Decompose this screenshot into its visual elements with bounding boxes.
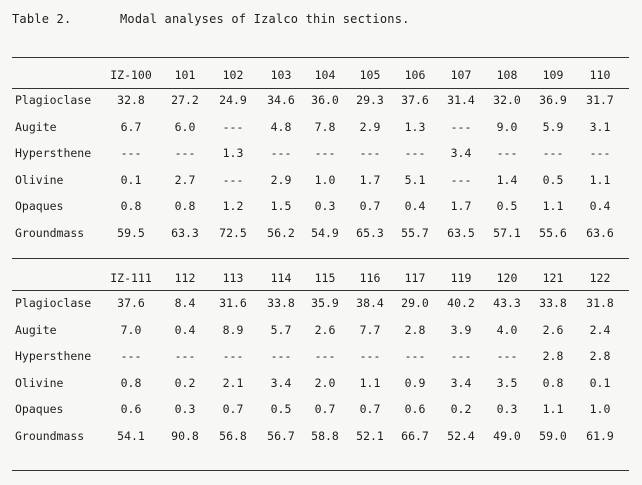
table-cell: 32.0 [493, 93, 521, 107]
table-cell: 2.8 [404, 322, 426, 337]
column-header: 112 [174, 271, 196, 285]
table-cell: --- [120, 349, 142, 363]
table-cell: 34.6 [267, 93, 295, 107]
table-cell: 9.0 [496, 119, 518, 134]
table-cell: 2.4 [589, 322, 611, 337]
table-cell: 7.7 [359, 322, 381, 337]
column-header: 119 [450, 271, 472, 285]
table-caption-title: Modal analyses of Izalco thin sections. [120, 12, 410, 26]
table-cell: 52.4 [447, 428, 475, 443]
table-cell: 90.8 [171, 428, 199, 443]
table-cell: 3.1 [589, 119, 611, 134]
table-cell: 1.0 [589, 402, 611, 416]
table-cell: 54.9 [311, 225, 339, 240]
table-cell: 37.6 [401, 93, 429, 107]
table-cell: 63.6 [586, 225, 614, 240]
table-cell: 2.8 [589, 349, 611, 363]
table-cell: 58.8 [311, 428, 339, 443]
table-cell: 5.7 [270, 322, 292, 337]
table-cell: 0.2 [174, 375, 196, 390]
table-cell: 40.2 [447, 296, 475, 310]
table-cell: 0.7 [314, 402, 336, 416]
table-cell: 0.5 [542, 172, 564, 187]
table-cell: 66.7 [401, 428, 429, 443]
table-2-header-rule [12, 290, 629, 291]
table-cell: 31.8 [586, 296, 614, 310]
table-divider-rule [12, 258, 629, 259]
table-cell: 0.8 [542, 375, 564, 390]
table-cell: 36.0 [311, 93, 339, 107]
table-cell: 43.3 [493, 296, 521, 310]
row-label: Opaques [15, 402, 64, 416]
column-header: 109 [542, 68, 564, 82]
column-header: 103 [270, 68, 292, 82]
table-cell: --- [496, 349, 518, 363]
table-cell: 0.8 [120, 199, 142, 213]
table-cell: 2.9 [270, 172, 292, 187]
table-cell: 1.1 [542, 402, 564, 416]
column-header: 120 [496, 271, 518, 285]
row-label: Groundmass [15, 225, 85, 240]
table-cell: 0.5 [496, 199, 518, 213]
table-cell: 0.8 [174, 199, 196, 213]
column-header: 113 [222, 271, 244, 285]
table-cell: --- [542, 146, 564, 160]
column-header: 101 [174, 68, 196, 82]
table-cell: 0.3 [174, 402, 196, 416]
table-cell: 3.4 [450, 146, 472, 160]
table-cell: 0.8 [120, 375, 142, 390]
table-cell: 35.9 [311, 296, 339, 310]
table-cell: 0.3 [496, 402, 518, 416]
table-cell: 2.1 [222, 375, 244, 390]
table-cell: 0.6 [120, 402, 142, 416]
table-cell: --- [222, 119, 244, 134]
table-cell: 8.9 [222, 322, 244, 337]
table-cell: 31.6 [219, 296, 247, 310]
table-cell: 0.4 [174, 322, 196, 337]
table-cell: 29.3 [356, 93, 384, 107]
table-cell: --- [450, 172, 472, 187]
table-cell: 56.8 [219, 428, 247, 443]
column-header: 104 [314, 68, 336, 82]
table-cell: 31.7 [586, 93, 614, 107]
table-cell: 1.2 [222, 199, 244, 213]
table-cell: 33.8 [539, 296, 567, 310]
table-cell: --- [589, 146, 611, 160]
table-cell: --- [496, 146, 518, 160]
table-cell: 1.1 [359, 375, 381, 390]
table-cell: 1.3 [222, 146, 244, 160]
table-cell: 32.8 [117, 93, 145, 107]
table-cell: 1.5 [270, 199, 292, 213]
table-cell: 0.5 [270, 402, 292, 416]
table-cell: 2.6 [542, 322, 564, 337]
table-cell: 72.5 [219, 225, 247, 240]
table-cell: 1.1 [589, 172, 611, 187]
table-cell: --- [314, 349, 336, 363]
table-cell: 33.8 [267, 296, 295, 310]
table-cell: 0.4 [404, 199, 426, 213]
row-label: Plagioclase [15, 296, 92, 310]
table-cell: --- [270, 146, 292, 160]
table-cell: 2.8 [542, 349, 564, 363]
table-cell: 1.7 [450, 199, 472, 213]
table-cell: 5.1 [404, 172, 426, 187]
table-cell: 57.1 [493, 225, 521, 240]
table-cell: 1.4 [496, 172, 518, 187]
table-cell: 5.9 [542, 119, 564, 134]
table-cell: 8.4 [174, 296, 196, 310]
table-cell: 55.7 [401, 225, 429, 240]
table-cell: 38.4 [356, 296, 384, 310]
table-cell: 1.0 [314, 172, 336, 187]
table-cell: 0.2 [450, 402, 472, 416]
column-header: 102 [222, 68, 244, 82]
table-cell: 2.7 [174, 172, 196, 187]
table-cell: 59.0 [539, 428, 567, 443]
column-header: 116 [359, 271, 381, 285]
row-label: Hypersthene [15, 146, 92, 160]
table-cell: 0.1 [120, 172, 142, 187]
table-cell: 3.5 [496, 375, 518, 390]
table-cell: --- [450, 349, 472, 363]
table-caption-label: Table 2. [12, 12, 72, 26]
row-label: Opaques [15, 199, 64, 213]
column-header: 115 [314, 271, 336, 285]
table-cell: 1.1 [542, 199, 564, 213]
table-cell: 0.7 [359, 199, 381, 213]
table-cell: 65.3 [356, 225, 384, 240]
column-header: 121 [542, 271, 564, 285]
table-cell: 2.0 [314, 375, 336, 390]
column-header: 110 [589, 68, 611, 82]
table-cell: 0.9 [404, 375, 426, 390]
table-cell: 55.6 [539, 225, 567, 240]
table-cell: --- [270, 349, 292, 363]
table-cell: 1.3 [404, 119, 426, 134]
table-cell: --- [174, 349, 196, 363]
row-label: Olivine [15, 172, 64, 187]
table-cell: 61.9 [586, 428, 614, 443]
row-label: Hypersthene [15, 349, 92, 363]
table-cell: 0.7 [359, 402, 381, 416]
table-cell: --- [222, 349, 244, 363]
table-cell: 7.0 [120, 322, 142, 337]
table-cell: 0.7 [222, 402, 244, 416]
row-label: Augite [15, 119, 57, 134]
table-cell: 2.9 [359, 119, 381, 134]
table-cell: 63.3 [171, 225, 199, 240]
table-cell: 29.0 [401, 296, 429, 310]
row-label: Augite [15, 322, 57, 337]
table-cell: 63.5 [447, 225, 475, 240]
column-header: 107 [450, 68, 472, 82]
table-bottom-rule [12, 470, 629, 471]
table-cell: 3.9 [450, 322, 472, 337]
table-cell: 59.5 [117, 225, 145, 240]
table-cell: 0.6 [404, 402, 426, 416]
table-cell: 24.9 [219, 93, 247, 107]
table-cell: 4.8 [270, 119, 292, 134]
table-cell: 52.1 [356, 428, 384, 443]
table-cell: 6.0 [174, 119, 196, 134]
table-cell: 54.1 [117, 428, 145, 443]
table-cell: 0.1 [589, 375, 611, 390]
row-label: Groundmass [15, 428, 85, 443]
table-cell: 7.8 [314, 119, 336, 134]
table-cell: 27.2 [171, 93, 199, 107]
column-header: 106 [404, 68, 426, 82]
table-cell: 3.4 [270, 375, 292, 390]
table-cell: --- [174, 146, 196, 160]
table-cell: 4.0 [496, 322, 518, 337]
table-cell: 3.4 [450, 375, 472, 390]
table-cell: --- [450, 119, 472, 134]
table-cell: --- [359, 349, 381, 363]
row-label: Plagioclase [15, 93, 92, 107]
table-cell: 49.0 [493, 428, 521, 443]
table-cell: 31.4 [447, 93, 475, 107]
table-cell: 56.2 [267, 225, 295, 240]
table-cell: 56.7 [267, 428, 295, 443]
column-header: IZ-100 [110, 68, 152, 82]
column-header: 105 [359, 68, 381, 82]
table-cell: --- [222, 172, 244, 187]
table-cell: 2.6 [314, 322, 336, 337]
table-cell: 0.3 [314, 199, 336, 213]
table-cell: 36.9 [539, 93, 567, 107]
table-cell: 0.4 [589, 199, 611, 213]
table-cell: --- [314, 146, 336, 160]
table-top-rule [12, 57, 629, 58]
table-cell: 6.7 [120, 119, 142, 134]
table-cell: --- [404, 349, 426, 363]
table-cell: --- [359, 146, 381, 160]
table-cell: --- [120, 146, 142, 160]
column-header: IZ-111 [110, 271, 152, 285]
table-cell: 1.7 [359, 172, 381, 187]
table-cell: --- [404, 146, 426, 160]
table-cell: 37.6 [117, 296, 145, 310]
column-header: 122 [589, 271, 611, 285]
column-header: 117 [404, 271, 426, 285]
row-label: Olivine [15, 375, 64, 390]
table-1-header-rule [12, 88, 629, 89]
column-header: 108 [496, 68, 518, 82]
column-header: 114 [270, 271, 292, 285]
